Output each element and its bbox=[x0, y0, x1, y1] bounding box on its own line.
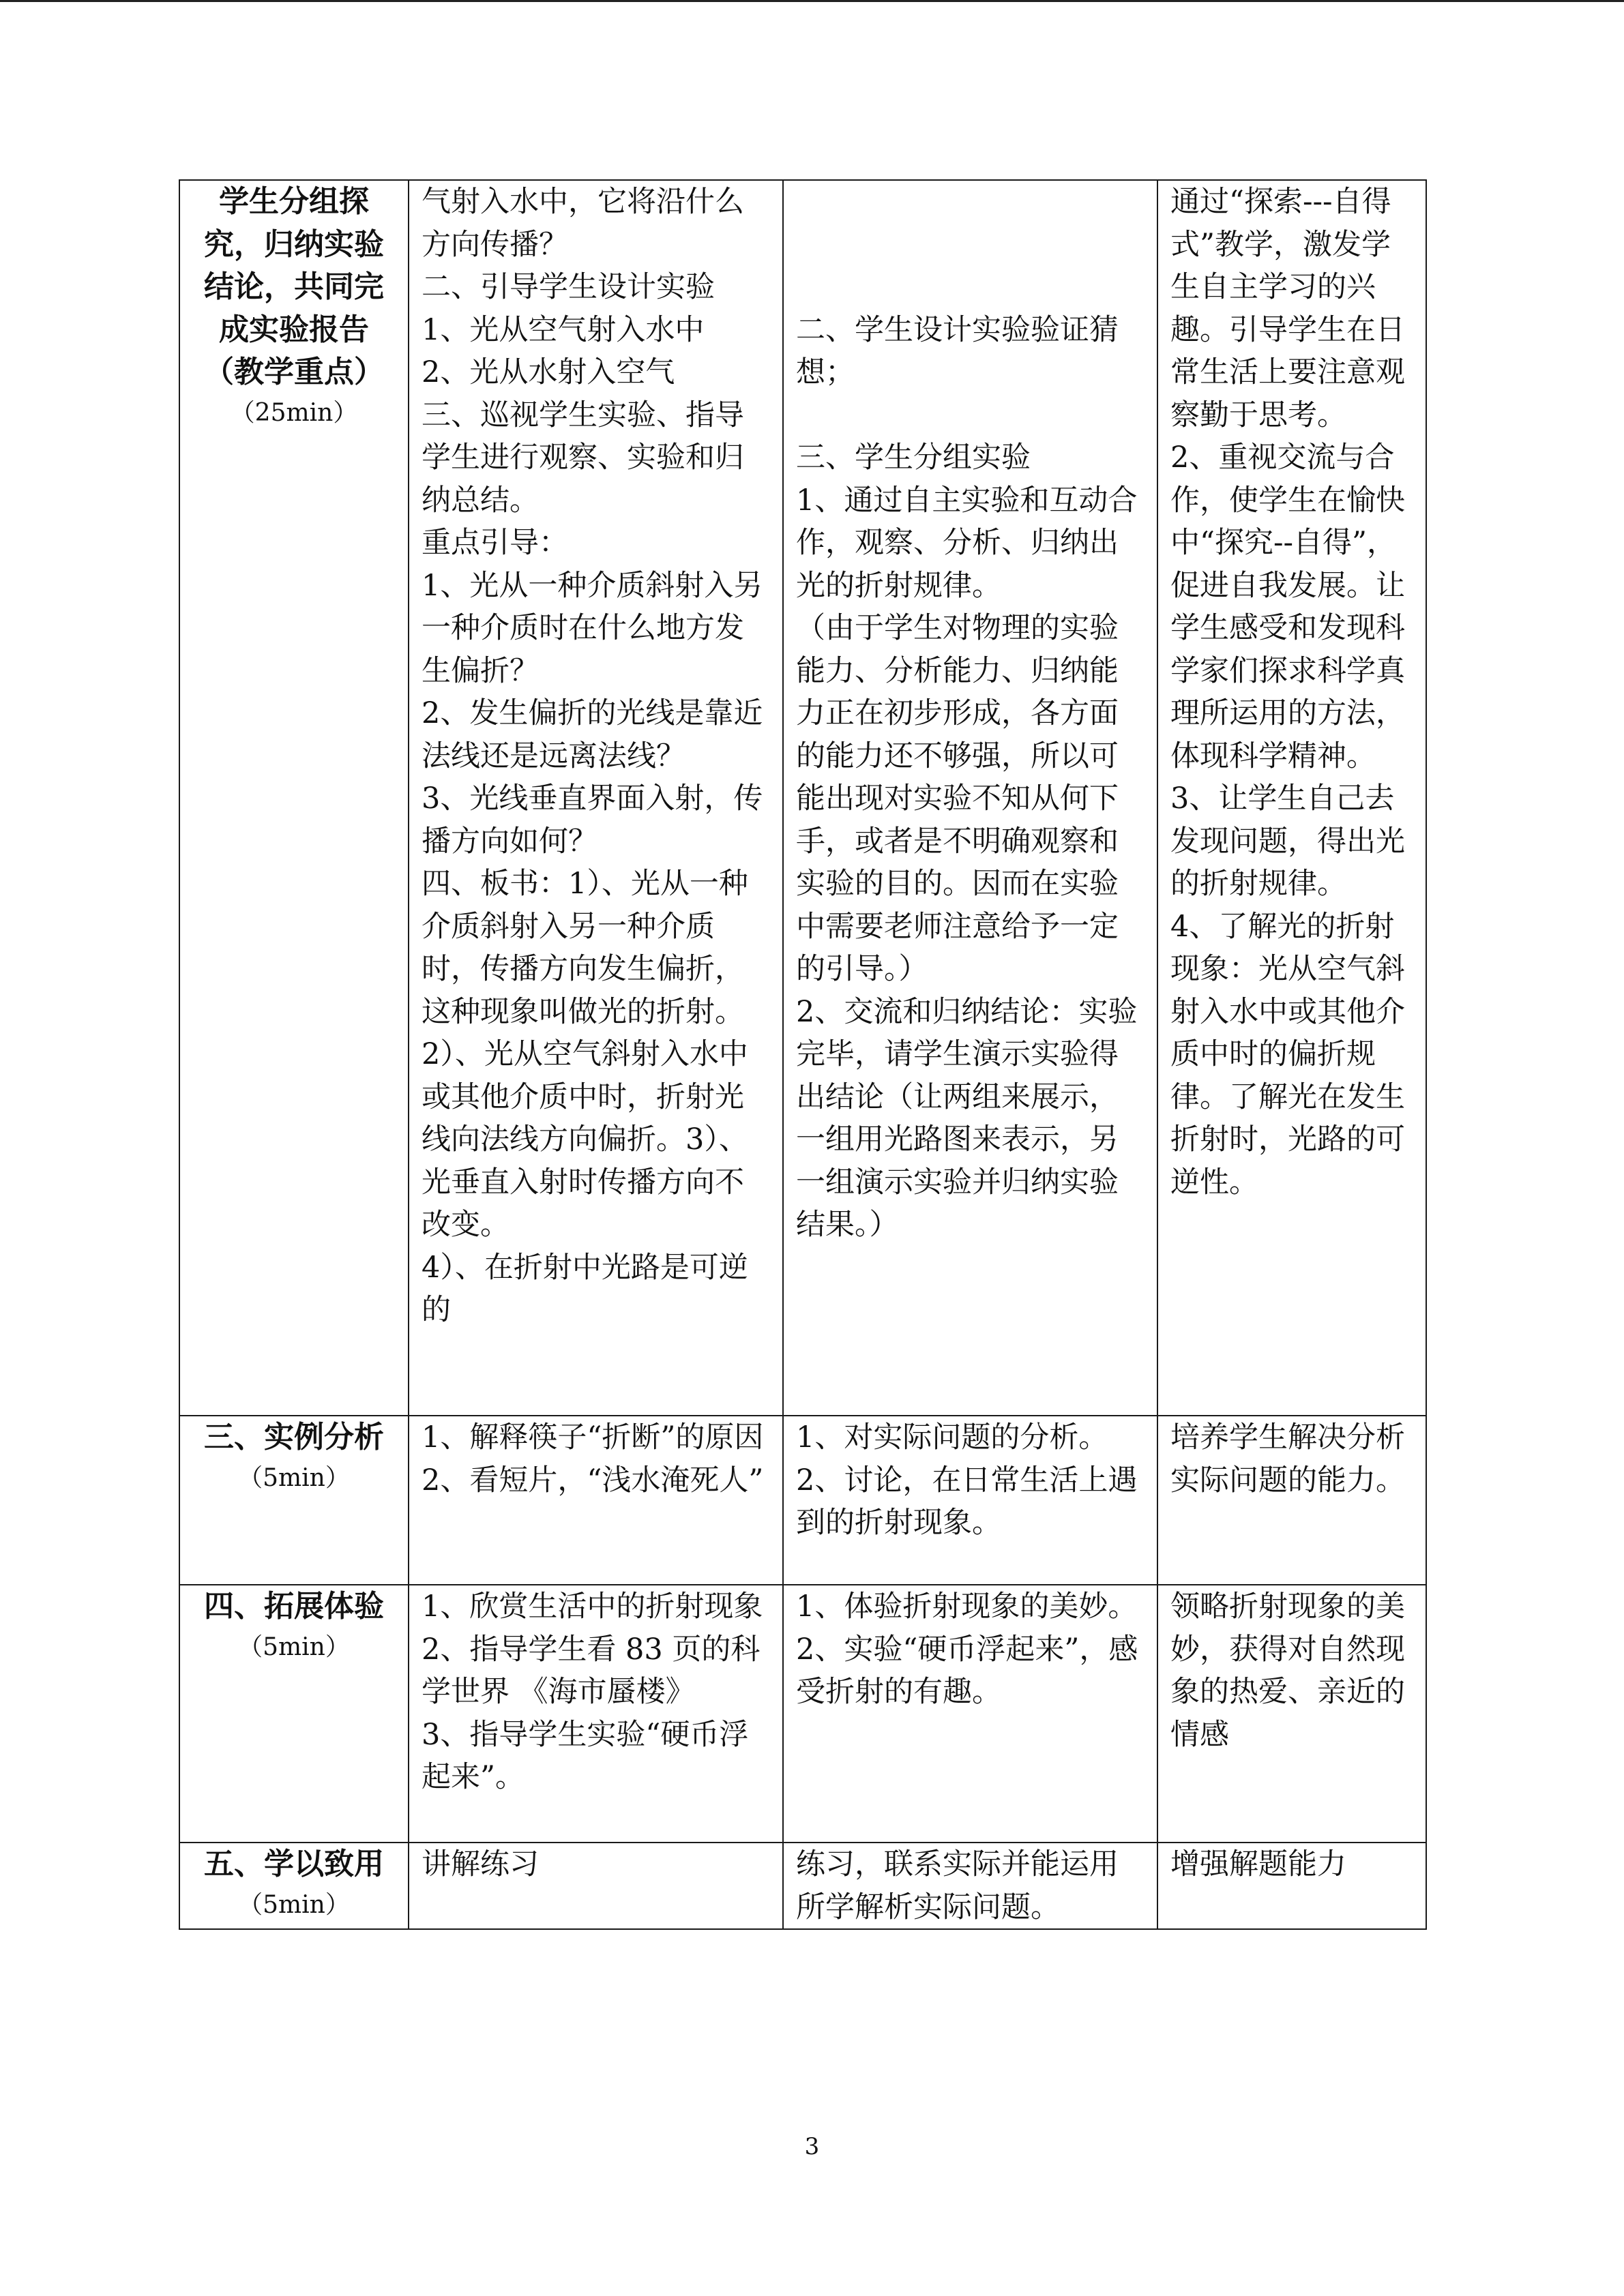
student-activity-cell bbox=[783, 1416, 1157, 1585]
stage-cell bbox=[179, 1416, 409, 1585]
teacher-activity-cell bbox=[409, 1416, 783, 1585]
student-activity-cell bbox=[783, 180, 1157, 1416]
lesson-plan-table bbox=[179, 179, 1427, 1930]
stage-cell bbox=[179, 180, 409, 1416]
table-row-group-experiment bbox=[179, 180, 1426, 1416]
stage-time: （5min） bbox=[238, 1632, 350, 1661]
student-activity-cell bbox=[783, 1843, 1157, 1929]
stage-cell bbox=[179, 1843, 409, 1929]
teacher-activity-text: 1、解释筷子“折断”的原因 2、看短片，“浅水淹死人” bbox=[422, 1420, 764, 1497]
design-intent-text: 培养学生解决分析实际问题的能力。 bbox=[1170, 1420, 1405, 1497]
page-number: 3 bbox=[804, 2133, 820, 2160]
stage-time: （25min） bbox=[230, 398, 358, 427]
student-activity-text: 二、学生设计实验验证猜想； 三、学生分组实验 1、通过自主实验和互动合作，观察、分析、归纳出光的折射规律。 （由于学生对物理的实验能力、分析能力、归纳能力正在初步形成，各方面的能力还不够强，所以可能出现对实验不知从何下手，或者是不明确观察和实验的目的。因而在实验中需要老师注意给予一定的引导。） 2、交流和归纳结论：实验完毕，请学生演示实验得出结论（让两组来展示，一组用光路图来表示，另一组演示实验并归纳实验结果。） bbox=[796, 312, 1138, 1242]
page-top-border bbox=[0, 0, 1624, 2]
stage-title-line: 三、实例分析 bbox=[204, 1420, 384, 1455]
design-intent-cell bbox=[1157, 1416, 1426, 1585]
design-intent-cell bbox=[1157, 1585, 1426, 1843]
student-activity-text: 练习，联系实际并能运用所学解析实际问题。 bbox=[796, 1847, 1119, 1924]
stage-title-line: 究，归纳实验 bbox=[204, 226, 384, 262]
teacher-activity-text: 气射入水中，它将沿什么方向传播？ 二、引导学生设计实验 1、光从空气射入水中 2、光从水射入空气 三、巡视学生实验、指导学生进行观察、实验和归纳总结。 重点引导： 1、光从一种介质斜射入另一种介质时在什么地方发生偏折？ 2、发生偏折的光线是靠近法线还是远离法线？ 3、光线垂直界面入射，传播方向如何？ 四、板书：1）、光从一种介质斜射入另一种介质时，传播方向发生偏折，这种现象叫做光的折射。2）、光从空气斜射入水中或其他介质中时，折射光线向法线方向偏折。3）、光垂直入射时传播方向不改变。 4）、在折射中光路是可逆的 bbox=[422, 185, 763, 1327]
teacher-activity-text: 1、欣赏生活中的折射现象 2、指导学生看 83 页的科学世界 《海市蜃楼》 3、指导学生实验“硬币浮起来”。 bbox=[422, 1590, 763, 1794]
stage-title-line: （教学重点） bbox=[204, 355, 384, 389]
design-intent-text: 领略折射现象的美妙，获得对自然现象的热爱、亲近的情感 bbox=[1170, 1590, 1405, 1752]
stage-time: （5min） bbox=[238, 1890, 350, 1919]
stage-title-line: 五、学以致用 bbox=[204, 1847, 384, 1881]
table-row-case-analysis bbox=[179, 1416, 1426, 1585]
teacher-activity-text: 讲解练习 bbox=[422, 1847, 539, 1881]
teacher-activity-cell bbox=[409, 1843, 783, 1929]
design-intent-text: 通过“探索---自得式”教学，激发学生自主学习的兴趣。引导学生在日常生活上要注意观察勤于思考。 2、重视交流与合作，使学生在愉快中“探究--自得”，促进自我发展。让学生感受和发现科学家们探求科学真理所运用的方法，体现科学精神。 3、让学生自己去发现问题，得出光的折射规律。 4、了解光的折射现象：光从空气斜射入水中或其他介质中时的偏折规律。了解光在发生折射时，光路的可逆性。 bbox=[1170, 185, 1405, 1199]
student-activity-cell bbox=[783, 1585, 1157, 1843]
student-activity-text: 1、体验折射现象的美妙。 2、实验“硬币浮起来”，感受折射的有趣。 bbox=[796, 1590, 1138, 1709]
table-row-extended-experience bbox=[179, 1585, 1426, 1843]
stage-title-line: 学生分组探 bbox=[219, 184, 369, 219]
stage-time: （5min） bbox=[238, 1463, 350, 1492]
stage-title-line: 结论，共同完 bbox=[204, 269, 384, 304]
teacher-activity-cell bbox=[409, 180, 783, 1416]
teacher-activity-cell bbox=[409, 1585, 783, 1843]
design-intent-text: 增强解题能力 bbox=[1170, 1847, 1346, 1881]
design-intent-cell bbox=[1157, 1843, 1426, 1929]
student-activity-text: 1、对实际问题的分析。 2、讨论，在日常生活上遇到的折射现象。 bbox=[796, 1420, 1138, 1540]
stage-title-line: 四、拓展体验 bbox=[204, 1589, 384, 1624]
table-row-apply-learning bbox=[179, 1843, 1426, 1929]
design-intent-cell bbox=[1157, 180, 1426, 1416]
stage-title-line: 成实验报告 bbox=[219, 312, 369, 347]
stage-cell bbox=[179, 1585, 409, 1843]
